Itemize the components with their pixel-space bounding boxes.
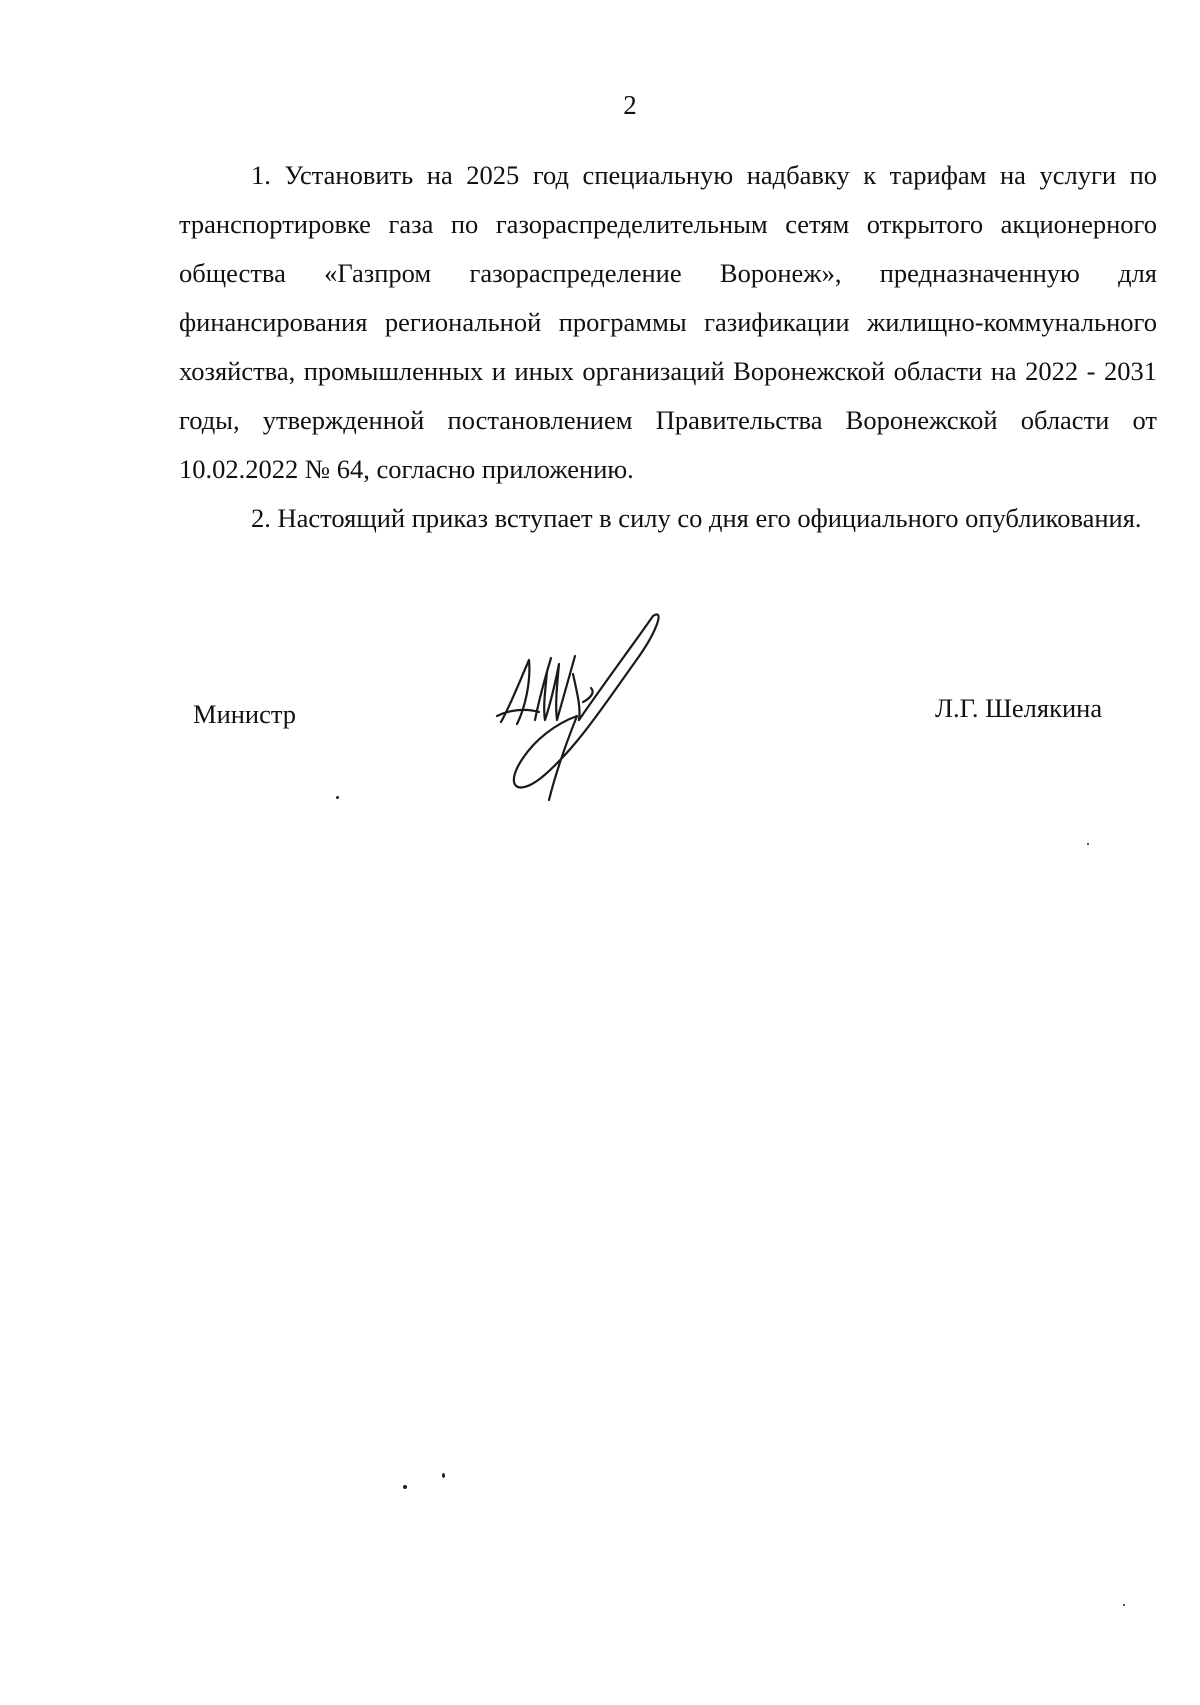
paragraph-2: 2. Настоящий приказ вступает в силу со дня его официального опубликования. xyxy=(251,503,1142,533)
scan-artifact-dot xyxy=(403,1485,407,1489)
scan-artifact-dot xyxy=(442,1473,445,1478)
signatory-title: Министр xyxy=(193,699,297,729)
paragraph-1: 1. Установить на 2025 год специальную надбавку к тарифам на услуги по транспортировке газа по газораспределительным сетям открытого акционерного общества «Газпром газораспределение Воронеж», предназначенную для финансирования региональной программы газификации жилищно-коммунального хозяйства, промышленных и иных организаций Воронежской области на 2022 - 2031 годы, утвержденной постановлением Правительства Воронежской области от 10.02.2022 № 64, согласно приложению. xyxy=(179,160,1157,484)
page-number: 2 xyxy=(623,90,637,120)
scan-artifact-dot xyxy=(1123,1604,1125,1606)
document-body xyxy=(179,151,1157,543)
signatory-name: Л.Г. Шелякина xyxy=(935,693,1103,723)
scan-artifact-dot xyxy=(336,796,339,799)
scan-artifact-dot xyxy=(1087,843,1089,845)
handwritten-signature xyxy=(495,612,675,802)
